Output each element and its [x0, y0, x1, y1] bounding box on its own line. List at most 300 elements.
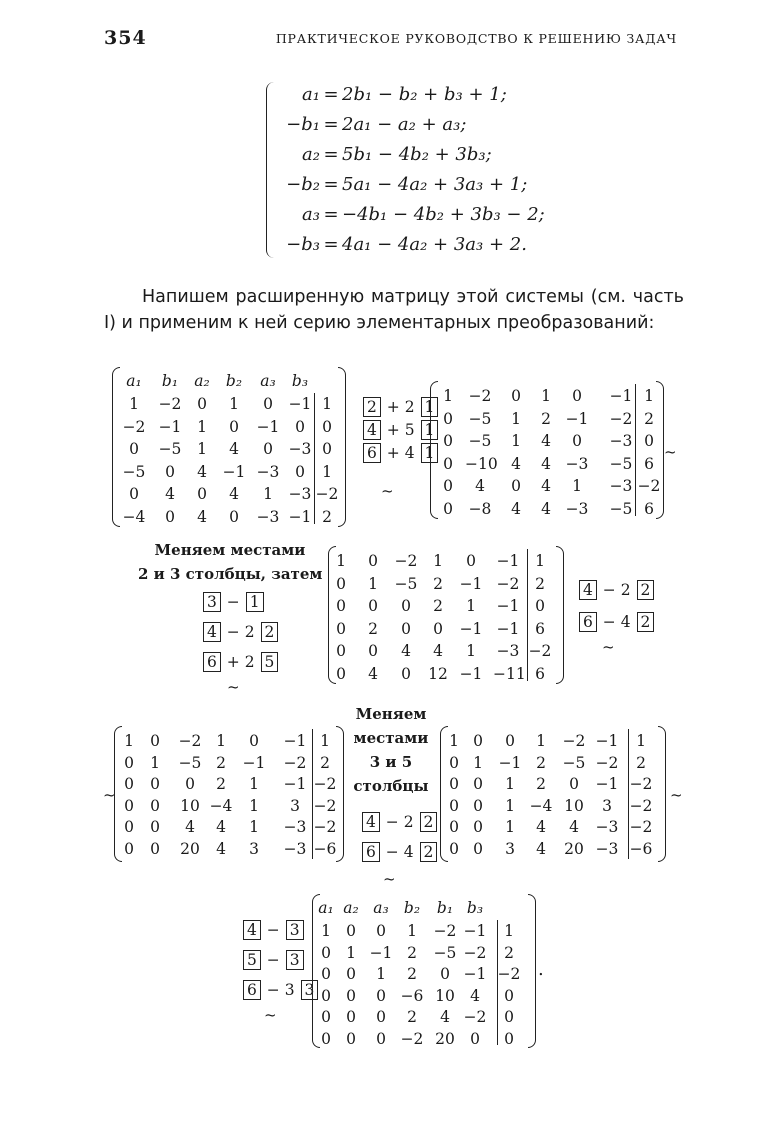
matrix-cell: −1 [288, 395, 312, 413]
row-operations-3 [578, 578, 651, 638]
matrix-cell: 20 [435, 1029, 455, 1048]
matrix-cell: −2 [394, 552, 418, 570]
system-brace [266, 82, 275, 258]
matrix-cell: −3 [565, 499, 589, 518]
matrix-cell: 4 [433, 642, 443, 660]
row-operations-4 [361, 810, 434, 870]
matrix-cell: 4 [470, 986, 480, 1005]
matrix-cell: 1 [197, 417, 207, 436]
matrix-cell: 1 [536, 732, 546, 750]
matrix-cell: −1 [595, 775, 619, 793]
running-title: ПРАКТИЧЕСКОЕ РУКОВОДСТВО К РЕШЕНИЮ ЗАДАЧ [275, 31, 677, 46]
row-operation-operator: − 2 [597, 581, 636, 599]
matrix-cell: 1 [322, 395, 332, 413]
row-index-box: 2 [637, 612, 655, 632]
row-operation [202, 650, 279, 674]
matrix-cell: 2 [644, 409, 654, 428]
matrix-cell: 4 [197, 462, 207, 481]
matrix-cell: −5 [468, 432, 492, 450]
matrix-cell: 1 [449, 732, 459, 750]
matrix-cell: 0 [346, 986, 356, 1005]
matrix-cell: 0 [124, 753, 134, 772]
augmented-matrix-3 [328, 546, 564, 684]
matrix-column-header: b₃ [291, 372, 309, 390]
matrix-cell: −3 [283, 818, 307, 836]
matrix-cell: 1 [321, 922, 331, 940]
matrix-cell: 1 [466, 597, 476, 615]
matrix-cell: 0 [346, 1029, 356, 1048]
matrix-cell: 1 [263, 485, 273, 503]
matrix-cell: 0 [443, 454, 453, 473]
matrix-cell: 1 [473, 753, 483, 772]
matrix-cell: 0 [336, 574, 346, 593]
matrix-cell: 0 [295, 462, 305, 481]
equation: a₃ = −4b₁ − 4b₂ + 3b₃ − 2; [302, 204, 545, 225]
row-index-box: 4 [243, 920, 261, 940]
matrix-column-header: b₂ [225, 372, 243, 390]
matrix-cell: 1 [216, 732, 226, 750]
augmented-matrix-2 [430, 381, 664, 519]
matrix-cell: 0 [124, 839, 134, 858]
matrix-cell: −1 [256, 417, 280, 436]
matrix-cell: −5 [394, 574, 418, 593]
matrix-cell: −2 [122, 417, 146, 436]
row-operations-2 [202, 590, 275, 680]
matrix-cell: 4 [216, 818, 226, 836]
matrix-cell: 0 [449, 753, 459, 772]
matrix-cell: 2 [433, 597, 443, 615]
matrix-cell: −5 [178, 753, 202, 772]
row-operation-operator: − 2 [380, 813, 419, 831]
row-index-box: 6 [362, 842, 380, 862]
matrix-cell: 0 [295, 417, 305, 436]
matrix-cell: −2 [562, 732, 586, 750]
row-index-box: 6 [203, 652, 221, 672]
matrix-column-header: b₁ [436, 899, 454, 917]
matrix-cell: 2 [407, 943, 417, 962]
matrix-cell: 4 [165, 485, 175, 503]
matrix-cell: 0 [346, 922, 356, 940]
matrix-cell: −5 [122, 462, 146, 481]
row-operation [242, 978, 319, 1002]
row-operation-operator: − 2 [221, 623, 260, 641]
matrix-cell: −5 [609, 454, 633, 473]
matrix-cell: 4 [229, 485, 239, 503]
matrix-cell: −1 [158, 417, 182, 436]
matrix-cell: 0 [185, 775, 195, 793]
matrix-cell: 0 [336, 642, 346, 660]
matrix-cell: 0 [401, 619, 411, 638]
matrix-cell: 1 [504, 922, 514, 940]
matrix-cell: 0 [321, 1029, 331, 1048]
matrix-cell: −1 [459, 574, 483, 593]
matrix-cell: 1 [636, 732, 646, 750]
swap-note-3-5: Меняем местами 3 и 5 столбцы [353, 705, 429, 795]
row-operation [362, 441, 439, 465]
row-index-box: 1 [246, 592, 264, 612]
matrix-cell: 0 [336, 619, 346, 638]
matrix-cell: 1 [229, 395, 239, 413]
matrix-right-bracket [556, 546, 564, 684]
matrix-cell: 0 [473, 818, 483, 836]
matrix-cell: −1 [369, 943, 393, 962]
matrix-cell: −2 [313, 796, 337, 815]
matrix-cell: 4 [541, 499, 551, 518]
matrix-cell: 2 [535, 574, 545, 593]
matrix-cell: 0 [473, 732, 483, 750]
matrix-cell: −1 [496, 597, 520, 615]
row-index-box: 3 [286, 920, 304, 940]
matrix-cell: 0 [376, 986, 386, 1005]
matrix-cell: 2 [407, 965, 417, 983]
row-index-box: 4 [362, 812, 380, 832]
row-index-box: 1 [421, 443, 439, 463]
matrix-cell: 1 [336, 552, 346, 570]
matrix-cell: 0 [401, 664, 411, 683]
final-period: . [538, 959, 544, 980]
matrix-cell: 2 [504, 943, 514, 962]
matrix-cell: 0 [368, 597, 378, 615]
matrix-column-header: b₂ [403, 899, 421, 917]
matrix-cell: 4 [569, 818, 579, 836]
matrix-cell: 0 [449, 839, 459, 858]
matrix-column-header: a₁ [318, 899, 334, 917]
matrix-cell: 1 [535, 552, 545, 570]
matrix-cell: −4 [122, 507, 146, 526]
matrix-column-header: a₁ [126, 372, 142, 390]
matrix-cell: 0 [505, 732, 515, 750]
matrix-cell: 1 [511, 432, 521, 450]
row-index-box: 5 [261, 652, 279, 672]
row-index-box: 3 [301, 980, 319, 1000]
matrix-cell: −1 [498, 753, 522, 772]
matrix-cell: −11 [493, 664, 526, 683]
matrix-cell: −2 [463, 943, 487, 962]
matrix-cell: −3 [283, 839, 307, 858]
row-operations-5 [242, 918, 315, 1008]
matrix-cell: 0 [368, 642, 378, 660]
row-index-box: 1 [421, 397, 439, 417]
matrix-cell: −1 [242, 753, 266, 772]
matrix-cell: 0 [124, 818, 134, 836]
matrix-cell: 0 [470, 1029, 480, 1048]
matrix-cell: 0 [443, 432, 453, 450]
matrix-cell: −6 [400, 986, 424, 1005]
matrix-cell: −4 [529, 796, 553, 815]
matrix-cell: 2 [216, 775, 226, 793]
matrix-cell: 0 [150, 732, 160, 750]
matrix-cell: 0 [504, 1029, 514, 1048]
matrix-cell: −2 [609, 409, 633, 428]
matrix-cell: −2 [497, 965, 521, 983]
row-operation [242, 918, 305, 942]
matrix-cell: −2 [463, 1008, 487, 1026]
matrix-cell: 0 [511, 477, 521, 495]
matrix-cell: 4 [511, 454, 521, 473]
matrix-cell: 0 [124, 796, 134, 815]
matrix-cell: 0 [449, 818, 459, 836]
matrix-cell: 0 [504, 1008, 514, 1026]
matrix-cell: −2 [637, 477, 661, 495]
row-operation-operator: − 4 [597, 613, 636, 631]
matrix-cell: 1 [443, 387, 453, 405]
row-index-box: 2 [420, 812, 438, 832]
matrix-cell: −5 [562, 753, 586, 772]
matrix-cell: 12 [428, 664, 448, 683]
row-index-box: 5 [243, 950, 261, 970]
matrix-cell: 0 [466, 552, 476, 570]
matrix-cell: 1 [124, 732, 134, 750]
matrix-cell: −1 [496, 552, 520, 570]
matrix-cell: 0 [569, 775, 579, 793]
matrix-cell: 1 [320, 732, 330, 750]
matrix-cell: 0 [336, 664, 346, 683]
matrix-cell: 0 [263, 395, 273, 413]
matrix-cell: 0 [346, 965, 356, 983]
matrix-cell: −3 [565, 454, 589, 473]
row-operation-operator: + 2 [221, 653, 260, 671]
matrix-cell: 10 [435, 986, 455, 1005]
row-index-box: 4 [203, 622, 221, 642]
matrix-cell: 2 [322, 507, 332, 526]
row-operation-operator: − [221, 593, 245, 611]
matrix-cell: 0 [449, 796, 459, 815]
matrix-cell: 0 [129, 440, 139, 458]
matrix-cell: 0 [322, 440, 332, 458]
matrix-right-bracket [528, 894, 536, 1048]
matrix-cell: 1 [346, 943, 356, 962]
matrix-cell: 0 [473, 775, 483, 793]
matrix-cell: 1 [511, 409, 521, 428]
matrix-cell: −1 [609, 387, 633, 405]
matrix-cell: −1 [459, 619, 483, 638]
row-operation [242, 948, 305, 972]
matrix-cell: 4 [197, 507, 207, 526]
matrix-cell: −5 [158, 440, 182, 458]
equation: −b₂ = 5a₁ − 4a₂ + 3a₃ + 1; [286, 174, 528, 195]
matrix-cell: 4 [536, 839, 546, 858]
matrix-column-header: a₂ [194, 372, 210, 390]
row-operation-operator: − [261, 951, 285, 969]
matrix-cell: 0 [376, 922, 386, 940]
matrix-cell: −10 [465, 454, 498, 473]
row-operation [362, 418, 439, 442]
matrix-cell: −3 [288, 485, 312, 503]
matrix-cell: −2 [629, 818, 653, 836]
matrix-cell: 2 [541, 409, 551, 428]
augmented-matrix-4 [114, 726, 344, 862]
row-operation-operator: − 4 [380, 843, 419, 861]
row-index-box: 6 [579, 612, 597, 632]
matrix-cell: 0 [197, 395, 207, 413]
matrix-cell: 0 [376, 1008, 386, 1026]
matrix-cell: −1 [565, 409, 589, 428]
matrix-cell: 10 [180, 796, 200, 815]
equivalence-tilde: ~ [264, 1006, 277, 1024]
matrix-cell: 0 [321, 943, 331, 962]
matrix-cell: 0 [443, 477, 453, 495]
matrix-cell: 4 [229, 440, 239, 458]
matrix-cell: 4 [541, 432, 551, 450]
row-operation [202, 620, 279, 644]
matrix-cell: 6 [535, 619, 545, 638]
matrix-cell: −1 [463, 965, 487, 983]
matrix-cell: 0 [336, 597, 346, 615]
row-operation [578, 610, 655, 634]
matrix-cell: 1 [466, 642, 476, 660]
matrix-cell: 0 [368, 552, 378, 570]
row-index-box: 4 [363, 420, 381, 440]
matrix-cell: −3 [609, 477, 633, 495]
matrix-cell: −2 [629, 796, 653, 815]
matrix-cell: −3 [595, 818, 619, 836]
equivalence-tilde: ~ [664, 443, 677, 461]
matrix-cell: 1 [249, 818, 259, 836]
matrix-column-header: a₃ [373, 899, 389, 917]
matrix-cell: 1 [433, 552, 443, 570]
row-operations-1 [362, 395, 435, 495]
matrix-cell: 20 [564, 839, 584, 858]
row-index-box: 4 [579, 580, 597, 600]
equivalence-tilde: ~ [670, 786, 683, 804]
matrix-cell: −3 [496, 642, 520, 660]
row-index-box: 3 [286, 950, 304, 970]
matrix-cell: −2 [178, 732, 202, 750]
swap-note-2-3: Меняем местами 2 и 3 столбцы, затем [138, 541, 323, 583]
matrix-cell: −2 [629, 775, 653, 793]
matrix-cell: −2 [400, 1029, 424, 1048]
matrix-cell: 0 [229, 507, 239, 526]
matrix-cell: 20 [180, 839, 200, 858]
matrix-cell: 1 [368, 574, 378, 593]
matrix-cell: 4 [541, 477, 551, 495]
equation: a₁ = 2b₁ − b₂ + b₃ + 1; [302, 84, 507, 105]
body-paragraph: Напишем расширенную матрицу этой системы (см. часть I) и применим к ней серию элементарных преобразований: [104, 287, 684, 333]
matrix-cell: 0 [449, 775, 459, 793]
matrix-cell: 4 [185, 818, 195, 836]
matrix-cell: 6 [644, 454, 654, 473]
matrix-column-header: a₂ [343, 899, 359, 917]
matrix-cell: −6 [313, 839, 337, 858]
matrix-cell: 1 [541, 387, 551, 405]
matrix-cell: −1 [496, 619, 520, 638]
matrix-cell: −5 [433, 943, 457, 962]
equation: −b₁ = 2a₁ − a₂ + a₃; [286, 114, 467, 135]
matrix-cell: 0 [263, 440, 273, 458]
matrix-cell: 3 [249, 839, 259, 858]
matrix-cell: 1 [129, 395, 139, 413]
matrix-cell: 0 [150, 839, 160, 858]
matrix-cell: 2 [636, 753, 646, 772]
matrix-cell: −2 [595, 753, 619, 772]
matrix-cell: 0 [440, 965, 450, 983]
matrix-cell: −3 [595, 839, 619, 858]
matrix-cell: 0 [150, 818, 160, 836]
matrix-cell: 0 [443, 499, 453, 518]
matrix-cell: 0 [249, 732, 259, 750]
matrix-cell: −6 [629, 839, 653, 858]
matrix-cell: 4 [511, 499, 521, 518]
matrix-cell: −3 [609, 432, 633, 450]
equation: −b₃ = 4a₁ − 4a₂ + 3a₃ + 2. [286, 234, 527, 255]
augmented-matrix-5 [440, 726, 666, 862]
row-operation-operator: − 3 [261, 981, 300, 999]
matrix-cell: 0 [165, 507, 175, 526]
row-operation-operator: − [261, 921, 285, 939]
matrix-cell: 0 [165, 462, 175, 481]
matrix-cell: 1 [197, 440, 207, 458]
matrix-cell: 0 [433, 619, 443, 638]
matrix-cell: 1 [644, 387, 654, 405]
matrix-cell: −1 [459, 664, 483, 683]
matrix-cell: 6 [535, 664, 545, 683]
augmented-matrix-1 [112, 367, 346, 527]
matrix-cell: −5 [468, 409, 492, 428]
row-operation [361, 810, 438, 834]
row-index-box: 2 [261, 622, 279, 642]
matrix-cell: 0 [197, 485, 207, 503]
matrix-cell: 4 [440, 1008, 450, 1026]
matrix-cell: 3 [290, 796, 300, 815]
matrix-cell: 0 [321, 1008, 331, 1026]
matrix-cell: −2 [313, 775, 337, 793]
matrix-cell: 0 [572, 432, 582, 450]
matrix-cell: −2 [468, 387, 492, 405]
matrix-cell: 0 [443, 409, 453, 428]
matrix-cell: 1 [249, 796, 259, 815]
matrix-cell: 1 [376, 965, 386, 983]
matrix-cell: −1 [463, 922, 487, 940]
equation-system [266, 80, 545, 264]
matrix-cell: −3 [256, 462, 280, 481]
row-operation [361, 840, 438, 864]
row-operation-operator: + 4 [381, 444, 420, 462]
equivalence-tilde: ~ [103, 786, 116, 804]
augmented-matrix-6 [312, 894, 536, 1048]
matrix-cell: 2 [407, 1008, 417, 1026]
matrix-cell: −2 [496, 574, 520, 593]
matrix-cell: 0 [473, 839, 483, 858]
matrix-cell: −1 [222, 462, 246, 481]
row-operation [362, 395, 439, 419]
matrix-column-header: b₁ [161, 372, 179, 390]
matrix-cell: 4 [536, 818, 546, 836]
row-operation-operator: + 5 [381, 421, 420, 439]
matrix-cell: 2 [368, 619, 378, 638]
equivalence-tilde: ~ [383, 870, 396, 888]
matrix-cell: 0 [401, 597, 411, 615]
matrix-cell: 0 [150, 775, 160, 793]
matrix-cell: 0 [504, 986, 514, 1005]
matrix-cell: 0 [376, 1029, 386, 1048]
matrix-cell: 4 [541, 454, 551, 473]
matrix-cell: 0 [229, 417, 239, 436]
matrix-cell: 2 [433, 574, 443, 593]
matrix-cell: 1 [505, 775, 515, 793]
matrix-cell: −1 [283, 732, 307, 750]
row-operation [578, 578, 655, 602]
row-index-box: 2 [363, 397, 381, 417]
row-index-box: 3 [203, 592, 221, 612]
matrix-cell: −8 [468, 499, 492, 518]
matrix-cell: 1 [249, 775, 259, 793]
matrix-cell: −2 [313, 818, 337, 836]
matrix-cell: 0 [473, 796, 483, 815]
equivalence-tilde: ~ [381, 482, 394, 500]
matrix-cell: −1 [283, 775, 307, 793]
matrix-cell: −4 [209, 796, 233, 815]
matrix-cell: −3 [256, 507, 280, 526]
